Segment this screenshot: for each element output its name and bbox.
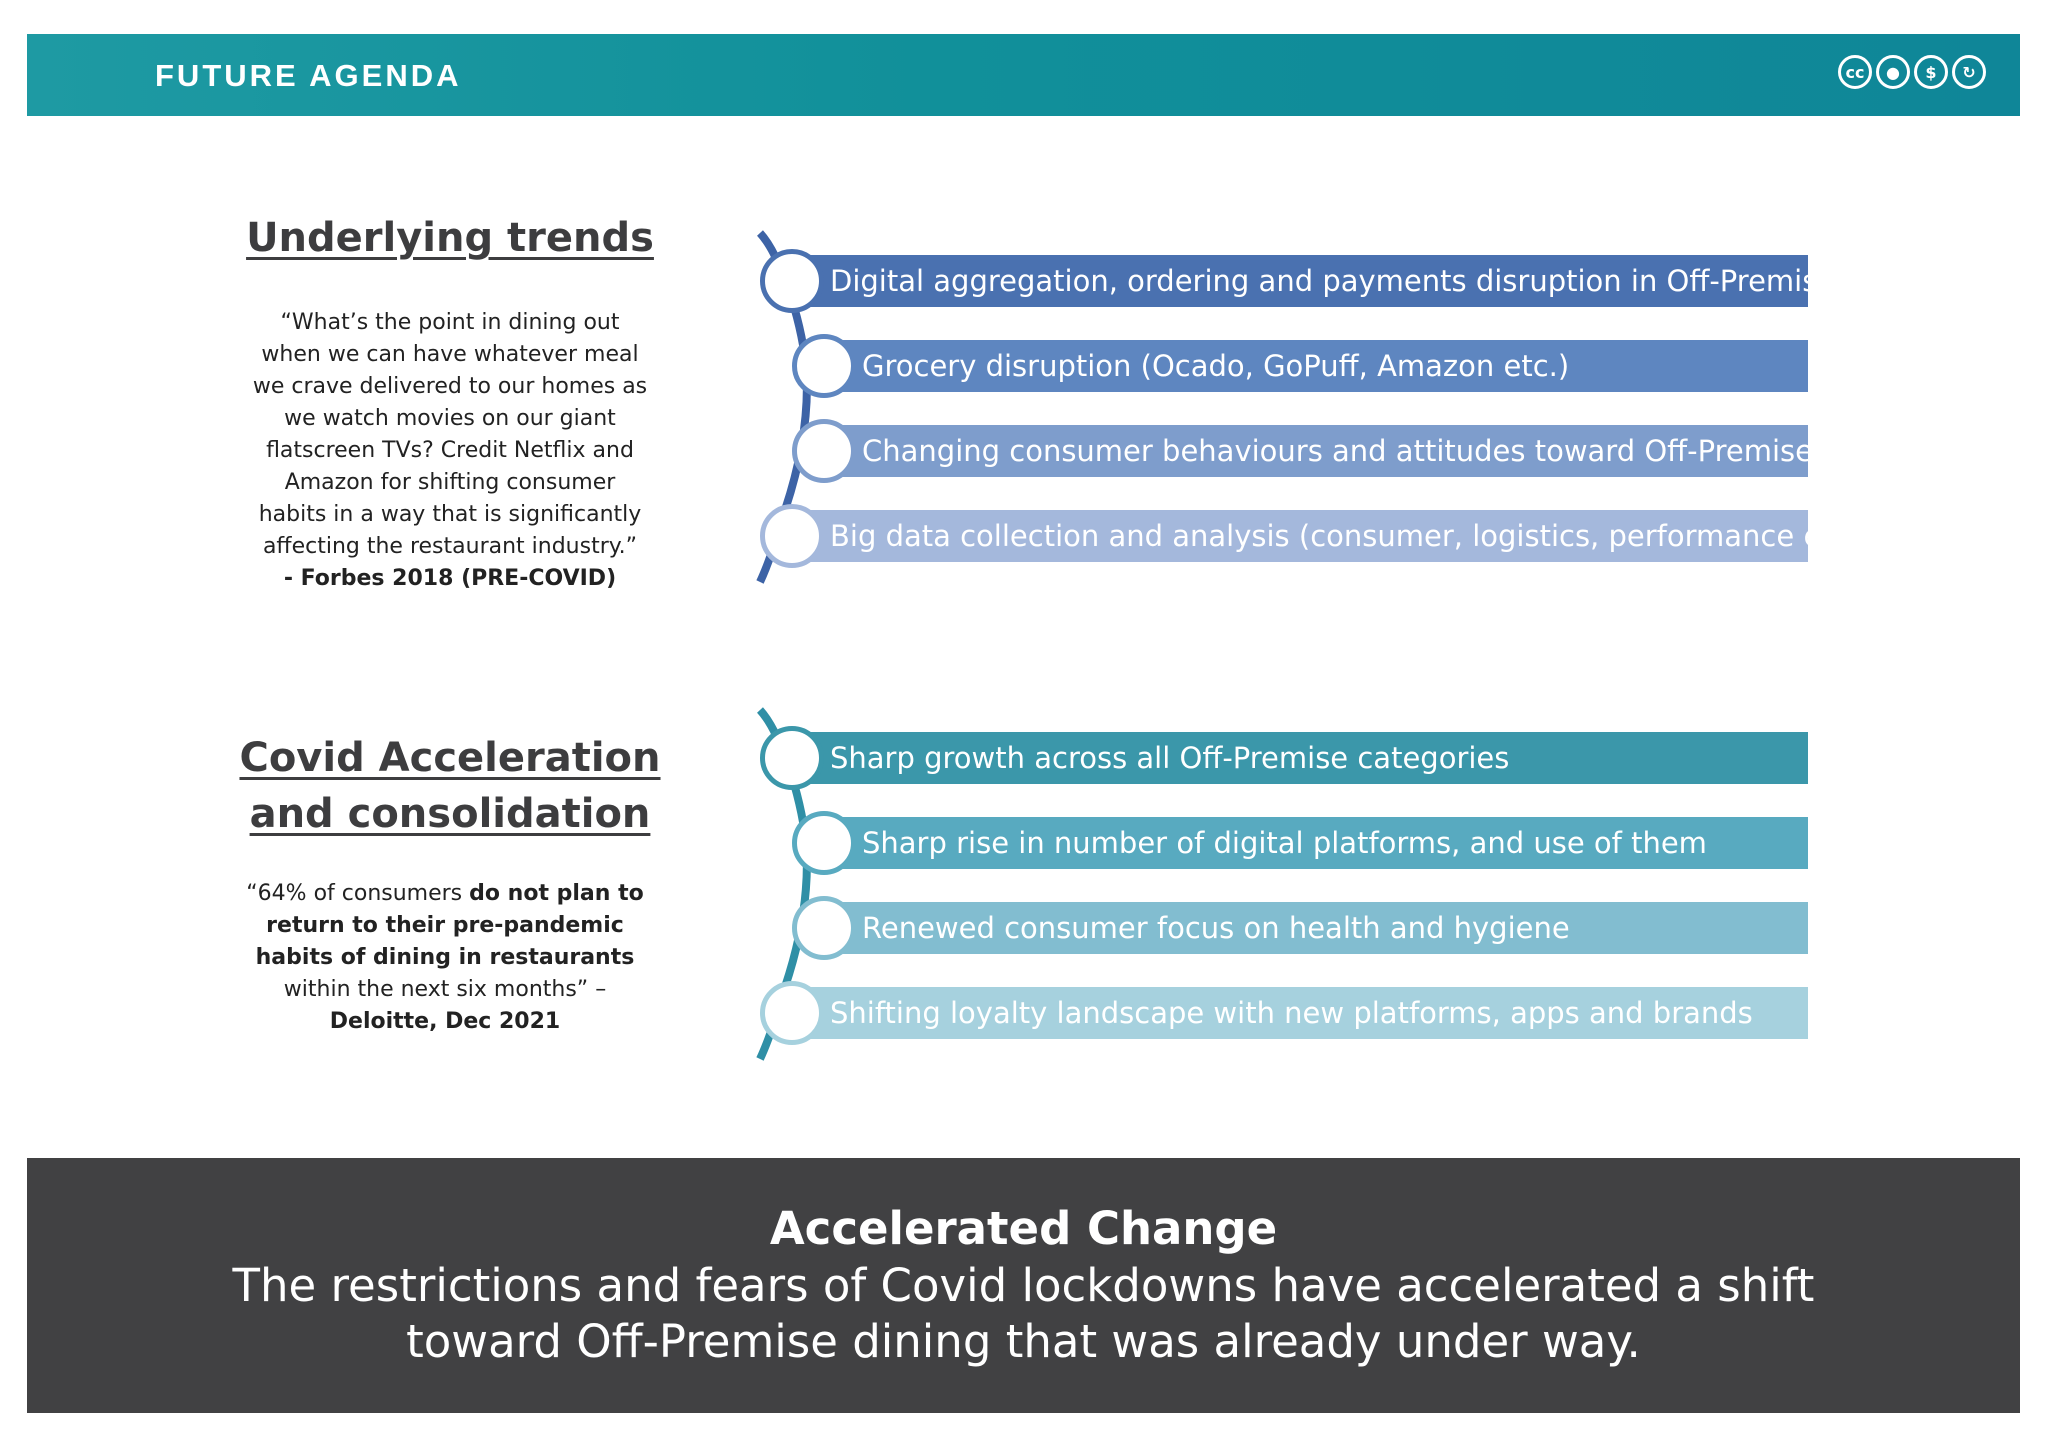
forbes-quote-line: flatscreen TVs? Credit Netflix and: [266, 438, 634, 463]
cc-icon: cc: [1838, 55, 1872, 89]
trends-item-label: Grocery disruption (Ocado, GoPuff, Amazon etc.): [862, 349, 1570, 383]
covid-item-bar: [790, 987, 1808, 1039]
trends-item-bar: [822, 425, 1813, 477]
trends-item-bar: [790, 255, 1836, 307]
header-bar: [27, 34, 2020, 116]
covid-item-label: Sharp rise in number of digital platforms, and use of them: [862, 826, 1707, 860]
covid-item-label: Renewed consumer focus on health and hygiene: [862, 911, 1570, 945]
forbes-quote-line: affecting the restaurant industry.”: [262, 534, 638, 559]
covid-acceleration-heading: [230, 730, 670, 842]
forbes-attribution: - Forbes 2018 (PRE-COVID): [283, 566, 617, 591]
footer-text: The restrictions and fears of Covid lockdowns have accelerated a shift toward Off-Premise dining that was already under way.: [232, 1259, 1815, 1368]
forbes-quote-line: “What’s the point in dining out: [280, 310, 620, 335]
covid-item-bar: [822, 817, 1808, 869]
footer-banner: [27, 1158, 2020, 1413]
covid-heading-line1: Covid Acceleration: [239, 735, 661, 781]
future-agenda-logo: FUTURE AGENDA: [155, 58, 462, 93]
covid-item-label: Sharp growth across all Off-Premise categories: [830, 741, 1510, 775]
trends-item-circle: [760, 249, 824, 313]
trends-item-label: Big data collection and analysis (consumer, logistics, performance etc.): [830, 519, 1870, 553]
attribution-icon: ●: [1876, 55, 1910, 89]
forbes-quote-line: when we can have whatever meal: [261, 342, 639, 367]
covid-item-bar: [790, 732, 1808, 784]
deloitte-quote: “64% of consumers do not plan to return to their pre-pandemic habits of dining in restaurants within the next six months” – Deloitte, Dec 2021: [235, 878, 655, 1038]
covid-item-circle: [760, 726, 824, 790]
covid-item-bar: [822, 902, 1808, 954]
forbes-quote: [235, 307, 665, 595]
forbes-quote-line: habits in a way that is significantly: [258, 502, 642, 527]
covid-item-circle: [760, 981, 824, 1045]
sharealike-icon: ↻: [1952, 55, 1986, 89]
trends-item-circle: [760, 504, 824, 568]
trends-item-bar: [822, 340, 1808, 392]
trends-item-circle: [792, 419, 856, 483]
covid-item-label: Shifting loyalty landscape with new platforms, apps and brands: [830, 996, 1753, 1030]
covid-heading-line2: and consolidation: [249, 791, 651, 837]
forbes-quote-line: we crave delivered to our homes as: [252, 374, 648, 399]
footer-title: Accelerated Change: [769, 1202, 1278, 1255]
underlying-trends-heading: Underlying trends: [246, 215, 654, 261]
covid-item-circle: [792, 811, 856, 875]
covid-item-circle: [792, 896, 856, 960]
trends-item-label: Changing consumer behaviours and attitudes toward Off-Premise: [862, 434, 1813, 468]
trends-item-bar: [790, 510, 1870, 562]
trends-item-circle: [792, 334, 856, 398]
deloitte-attribution: Deloitte, Dec 2021: [329, 1009, 561, 1034]
noncommercial-icon: $: [1914, 55, 1948, 89]
forbes-quote-line: we watch movies on our giant: [284, 406, 616, 431]
trends-item-label: Digital aggregation, ordering and payments disruption in Off-Premise: [830, 264, 1836, 298]
forbes-quote-line: Amazon for shifting consumer: [284, 470, 616, 495]
license-icons: [1838, 55, 1986, 89]
